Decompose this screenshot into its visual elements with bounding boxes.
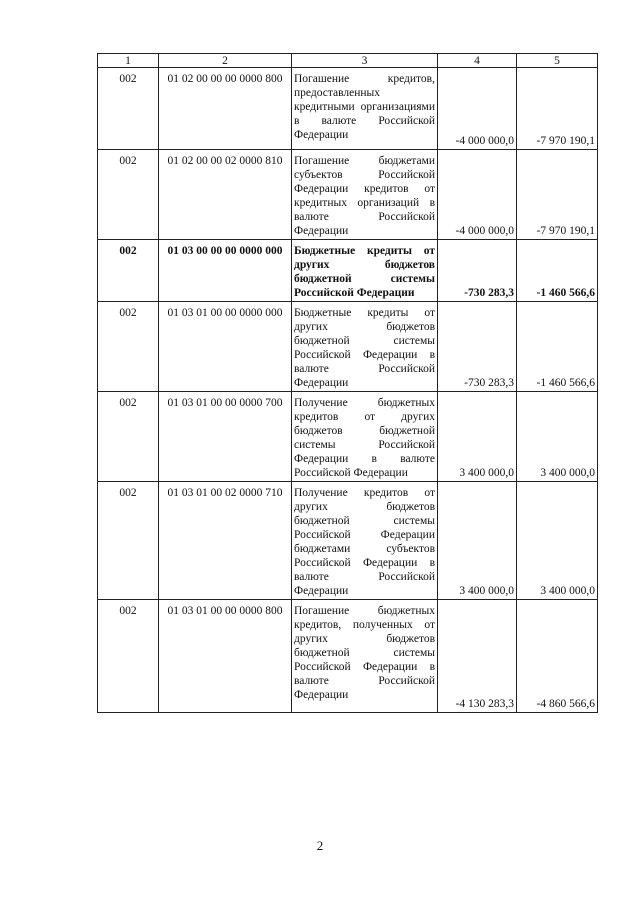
column-number-4: 4 <box>438 54 517 68</box>
amount-col4-cell: -4 130 283,3 <box>438 600 517 713</box>
source-name-cell: Бюджетные кредиты от других бюджетов бюджетной системы Российской Федерации в валюте Российской Федерации <box>292 302 438 392</box>
table-row <box>98 482 598 600</box>
admin-code-cell: 002 <box>98 600 159 713</box>
amount-col4-cell: -4 000 000,0 <box>438 68 517 150</box>
table-row <box>98 68 598 150</box>
admin-code-cell: 002 <box>98 392 159 482</box>
amount-col4-cell: 3 400 000,0 <box>438 392 517 482</box>
table-row <box>98 302 598 392</box>
column-number-2: 2 <box>159 54 292 68</box>
admin-code-cell: 002 <box>98 150 159 240</box>
admin-code-cell: 002 <box>98 68 159 150</box>
source-name-cell: Погашение бюджетами субъектов Российской Федерации кредитов от кредитных организаций в валюте Российской Федерации <box>292 150 438 240</box>
amount-col4-cell: -4 000 000,0 <box>438 150 517 240</box>
budget-sources-table <box>97 53 598 713</box>
budget-code-cell: 01 03 00 00 00 0000 000 <box>159 240 292 302</box>
table-row <box>98 150 598 240</box>
budget-code-cell: 01 03 01 00 00 0000 800 <box>159 600 292 713</box>
amount-col5-cell: 3 400 000,0 <box>517 482 598 600</box>
column-number-1: 1 <box>98 54 159 68</box>
source-name-cell: Погашение кредитов, предоставленных кредитными организациями в валюте Российской Федерации <box>292 68 438 150</box>
column-number-row <box>98 54 598 68</box>
table-row <box>98 600 598 713</box>
budget-code-cell: 01 03 01 00 00 0000 000 <box>159 302 292 392</box>
budget-code-cell: 01 03 01 00 00 0000 700 <box>159 392 292 482</box>
amount-col5-cell: -7 970 190,1 <box>517 150 598 240</box>
source-name-cell: Бюджетные кредиты от других бюджетов бюджетной системы Российской Федерации <box>292 240 438 302</box>
column-number-5: 5 <box>517 54 598 68</box>
source-name-cell: Погашение бюджетных кредитов, полученных от других бюджетов бюджетной системы Российской Федерации в валюте Российской Федерации <box>292 600 438 713</box>
amount-col4-cell: 3 400 000,0 <box>438 482 517 600</box>
budget-code-cell: 01 03 01 00 02 0000 710 <box>159 482 292 600</box>
budget-code-cell: 01 02 00 00 00 0000 800 <box>159 68 292 150</box>
admin-code-cell: 002 <box>98 482 159 600</box>
source-name-cell: Получение кредитов от других бюджетов бюджетной системы Российской Федерации бюджетами субъектов Российской Федерации в валюте Российской Федерации <box>292 482 438 600</box>
admin-code-cell: 002 <box>98 240 159 302</box>
admin-code-cell: 002 <box>98 302 159 392</box>
amount-col4-cell: -730 283,3 <box>438 302 517 392</box>
column-number-3: 3 <box>292 54 438 68</box>
amount-col5-cell: -7 970 190,1 <box>517 68 598 150</box>
budget-code-cell: 01 02 00 00 02 0000 810 <box>159 150 292 240</box>
table-row <box>98 392 598 482</box>
amount-col5-cell: -1 460 566,6 <box>517 302 598 392</box>
amount-col5-cell: -1 460 566,6 <box>517 240 598 302</box>
page-number: 2 <box>316 838 324 853</box>
source-name-cell: Получение бюджетных кредитов от других бюджетов бюджетной системы Российской Федерации в валюте Российской Федерации <box>292 392 438 482</box>
amount-col5-cell: 3 400 000,0 <box>517 392 598 482</box>
table-row-total <box>98 240 598 302</box>
amount-col5-cell: -4 860 566,6 <box>517 600 598 713</box>
amount-col4-cell: -730 283,3 <box>438 240 517 302</box>
